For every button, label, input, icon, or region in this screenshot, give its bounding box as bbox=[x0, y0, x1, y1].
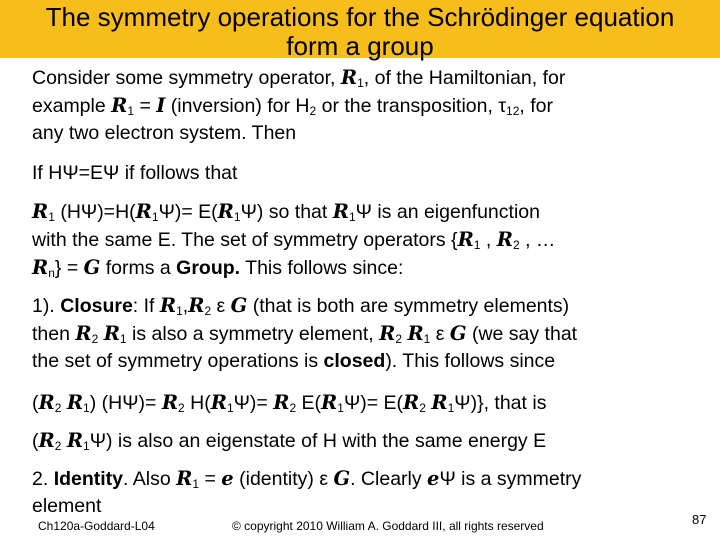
group-line-2: with the same E. The set of symmetry operators {$R_1$ , $R_2$ , … bbox=[32, 228, 556, 252]
page-number: 87 bbox=[692, 512, 707, 527]
closure-line-1: 1). Closure: If $R_1,R_2$ ε G (that is both are symmetry elements) bbox=[32, 294, 570, 318]
footer-course: Ch120a-Goddard-L04 bbox=[38, 519, 155, 533]
intro-line-3: any two electron system. Then bbox=[32, 122, 297, 144]
paragraph-proof: ($R_2$ $R_1$) $(H\Psi)= R_2$ $H(R_1\Psi)= R_2$ $E(R_1\Psi)= E(R_2$ $R_1\Psi$)}, that is bbox=[32, 391, 547, 415]
intro-line-2: example $R_1 = I$ (inversion) for $H_2$ or the transposition, $\tau_{12}$, for bbox=[32, 94, 553, 118]
paragraph-group bbox=[32, 198, 702, 282]
slide-title-line-1: The symmetry operations for the Schrödinger equation bbox=[45, 2, 675, 32]
identity-line-2: element bbox=[32, 495, 102, 517]
closure-line-2: then $R_2$ $R_1$ is also a symmetry element, $R_2$ $R_1$ ε G (we say that bbox=[32, 322, 578, 346]
group-line-3: $R_n\} = G$ forms a Group. This follows since: bbox=[32, 256, 404, 280]
identity-line-1: 2. Identity. Also $R_1 = e$ (identity) ε G. Clearly eΨ is a symmetry bbox=[32, 467, 582, 491]
footer-copyright: © copyright 2010 William A. Goddard III, all rights reserved bbox=[232, 519, 544, 533]
group-line-1: $R_1$ $(H\Psi)=H(R_1\Psi)= E(R_1\Psi)$ so that $R_1\Psi$ is an eigenfunction bbox=[32, 200, 540, 224]
paragraph-identity bbox=[32, 465, 702, 520]
paragraph-if: If HΨ=EΨ if follows that bbox=[32, 162, 238, 184]
paragraph-intro bbox=[32, 64, 702, 147]
intro-line-1: Consider some symmetry operator, $R_1$, of the Hamiltonian, for bbox=[32, 66, 566, 90]
paragraph-eigenstate: ($R_2$ $R_1\Psi$) is also an eigenstate of H with the same energy E bbox=[32, 429, 547, 453]
closure-line-3: the set of symmetry operations is closed). This follows since bbox=[32, 350, 556, 372]
paragraph-closure bbox=[32, 292, 702, 375]
slide-title-line-2: form a group bbox=[286, 31, 434, 61]
